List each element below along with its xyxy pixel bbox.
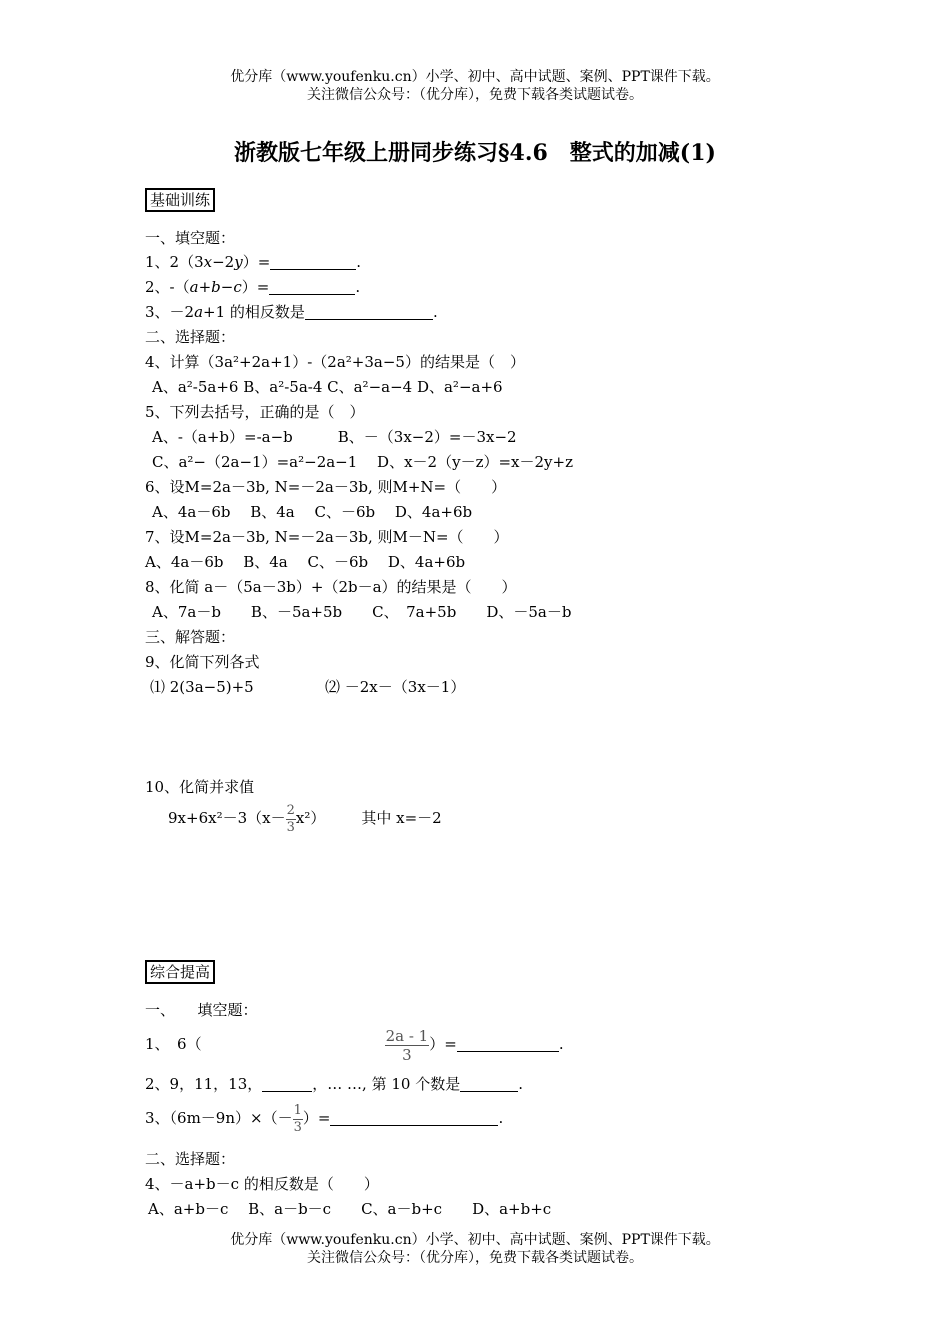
answer-blank[interactable] [330, 1109, 498, 1126]
question-6: 6、设M=2a－3b, N=－2a－3b, 则M+N=（ ） [145, 478, 507, 496]
question-7-options: A、4a－6b B、4a C、－6b D、4a+6b [145, 553, 466, 571]
footer-line-2: 关注微信公众号：（优分库），免费下载各类试题试卷。 [307, 1250, 643, 1266]
advanced-question-1: 1、 6（ $\frac{2a - 1}{3}$ ）= . [145, 1026, 564, 1064]
section-label-basic: 基础训练 [145, 188, 215, 212]
page-title: 浙教版七年级上册同步练习§4.6 整式的加减(1) [234, 140, 716, 166]
fill-heading: 一、填空题： [145, 229, 236, 247]
advanced-question-4-options: A、a+b－c B、a－b－c C、a－b+c D、a+b+c [148, 1200, 552, 1218]
question-3: 3、－2a+1 的相反数是 . [145, 303, 438, 321]
fill-heading-advanced: 一、 填空题： [145, 1001, 258, 1019]
answer-blank[interactable] [262, 1075, 312, 1092]
question-5-options-cd: C、a²−（2a−1）=a²−2a−1 D、x－2（y－z）=x－2y+z [152, 453, 573, 471]
answer-blank[interactable] [305, 303, 433, 320]
header-line-1: 优分库（www.youfenku.cn）小学、初中、高中试题、案例、PPT课件下载。 [230, 69, 720, 85]
choice-heading: 二、选择题： [145, 328, 236, 346]
question-10: 10、化简并求值 [145, 778, 255, 796]
section-label-advanced: 综合提高 [145, 960, 215, 984]
answer-blank[interactable] [457, 1035, 559, 1052]
advanced-question-4: 4、－a+b－c 的相反数是（ ） [145, 1175, 379, 1193]
question-6-options: A、4a－6b B、4a C、－6b D、4a+6b [152, 503, 473, 521]
question-9-part-2: ⑵ －2x－（3x－1） [325, 678, 466, 696]
question-4: 4、计算（3a²+2a+1）-（2a²+3a−5）的结果是（ ） [145, 353, 525, 371]
question-7: 7、设M=2a－3b, N=－2a－3b, 则M－N=（ ） [145, 528, 509, 546]
question-2: 2、-（a+b−c）= . [145, 278, 361, 296]
question-5: 5、下列去括号，正确的是（ ） [145, 403, 365, 421]
header-line-2: 关注微信公众号：（优分库），免费下载各类试题试卷。 [307, 87, 643, 103]
question-10-expression: 9x+6x²－3（x－ $\frac{2}{3}$ x²） 其中 x=－2 [168, 802, 442, 835]
answer-blank[interactable] [269, 278, 355, 295]
advanced-question-3: 3、（6m－9n）×（－ $\frac{1}{3}$ ）= . [145, 1102, 504, 1135]
question-9: 9、化简下列各式 [145, 653, 260, 671]
answer-blank[interactable] [270, 253, 356, 270]
question-5-options-ab: A、-（a+b）=-a−b B、－（3x−2）=－3x−2 [152, 428, 517, 446]
question-4-options: A、a²-5a+6 B、a²-5a-4 C、a²−a−4 D、a²−a+6 [152, 378, 503, 396]
advanced-question-2: 2、9，11，13， ，… …, 第 10 个数是 . [145, 1075, 523, 1093]
solve-heading: 三、解答题： [145, 628, 236, 646]
question-8: 8、化简 a－（5a－3b）+（2b－a）的结果是（ ） [145, 578, 517, 596]
fraction: $\frac{1}{3}$ [293, 1102, 302, 1135]
fraction: $\frac{2a - 1}{3}$ [385, 1026, 429, 1064]
footer-line-1: 优分库（www.youfenku.cn）小学、初中、高中试题、案例、PPT课件下载。 [230, 1232, 720, 1248]
answer-blank[interactable] [460, 1075, 518, 1092]
question-8-options: A、7a－b B、－5a+5b C、 7a+5b D、－5a－b [152, 603, 572, 621]
question-1: 1、2（3x−2y）= . [145, 253, 362, 271]
fraction: $\frac{2}{3}$ [286, 802, 295, 835]
choice-heading-advanced: 二、选择题： [145, 1150, 236, 1168]
question-9-part-1: ⑴ 2(3a−5)+5 [150, 678, 254, 696]
